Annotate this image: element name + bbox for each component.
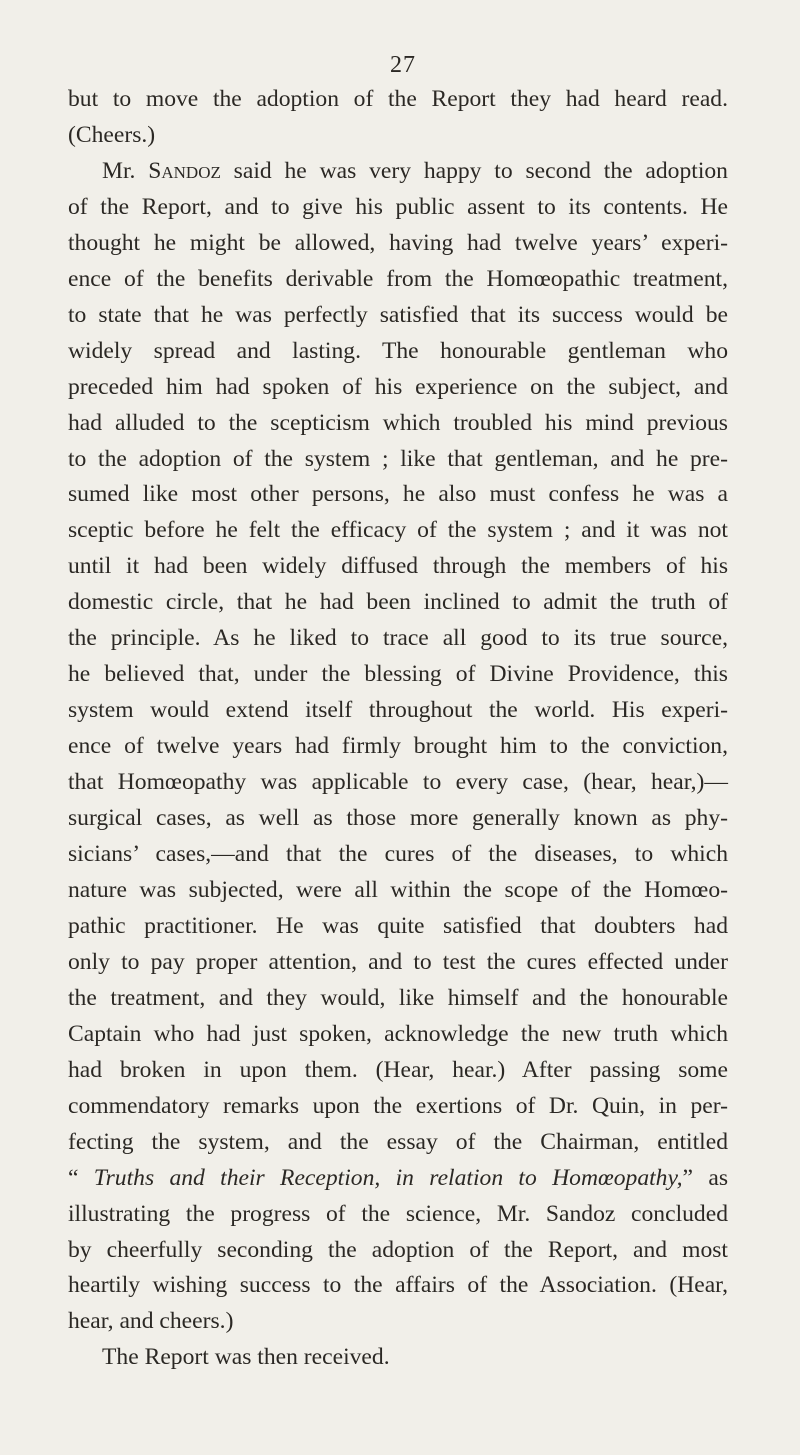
essay-title: Truths and their Reception, in relation to Homœopathy, [93, 1164, 683, 1191]
text-line: preceded him had spoken of his experience on the subject, and [68, 373, 728, 400]
speaker-title: Mr. [102, 157, 149, 184]
text-line: widely spread and lasting. The honourable gentleman who [68, 337, 728, 364]
text-line: had broken in upon them. (Hear, hear.) After passing some [68, 1056, 728, 1083]
text-run: said he was very happy to second the adoption [220, 157, 728, 184]
text-line [68, 1161, 728, 1197]
page-number: 27 [390, 52, 416, 78]
text-line: by cheerfully seconding the adoption of the Report, and most [68, 1236, 728, 1263]
text-line: only to pay proper attention, and to test the cures effected under [68, 948, 728, 975]
text-line: he believed that, under the blessing of Divine Providence, this [68, 661, 728, 688]
speaker-name: Sandoz [148, 157, 221, 184]
text-line: but to move the adoption of the Report they had heard read. [68, 86, 728, 112]
text-line: sicians’ cases,—and that the cures of the diseases, to which [68, 841, 728, 868]
text-line: the principle. As he liked to trace all good to its true source, [68, 625, 728, 652]
text-line: the treatment, and they would, like himself and the honourable [68, 984, 728, 1011]
text-line: pathic practitioner. He was quite satisfied that doubters had [68, 912, 728, 939]
text-line: to the adoption of the system ; like that gentleman, and he pre- [68, 445, 728, 472]
text-line: Captain who had just spoken, acknowledge the new truth which [68, 1020, 728, 1047]
text-line: had alluded to the scepticism which troubled his mind previous [68, 409, 728, 436]
text-line: nature was subjected, were all within the scope of the Homœo- [68, 876, 728, 903]
text-line: to state that he was perfectly satisfied that its success would be [68, 301, 728, 328]
text-run: ” as [682, 1164, 728, 1191]
text-line: system would extend itself throughout the world. His experi- [68, 697, 728, 724]
text-line: commendatory remarks upon the exertions of Dr. Quin, in per- [68, 1092, 728, 1119]
text-line: hear, and cheers.) [68, 1308, 234, 1335]
text-line: surgical cases, as well as those more generally known as phy- [68, 805, 728, 832]
text-line: illustrating the progress of the science, Mr. Sandoz concluded [68, 1200, 728, 1227]
text-line [68, 154, 728, 190]
text-line: sceptic before he felt the efficacy of the system ; and it was not [68, 517, 728, 544]
text-line: ence of the benefits derivable from the Homœopathic treatment, [68, 265, 728, 292]
text-line: heartily wishing success to the affairs of the Association. (Hear, [68, 1272, 728, 1299]
text-line: fecting the system, and the essay of the Chairman, entitled [68, 1128, 728, 1155]
text-line: sumed like most other persons, he also must confess he was a [68, 481, 728, 508]
text-line: of the Report, and to give his public assent to its contents. He [68, 193, 728, 220]
text-line: The Report was then received. [102, 1344, 390, 1371]
open-quote: “ [68, 1164, 94, 1191]
text-line: (Cheers.) [68, 121, 156, 148]
text-line: domestic circle, that he had been inclined to admit the truth of [68, 589, 728, 616]
text-line: that Homœopathy was applicable to every case, (hear, hear,)— [68, 769, 728, 796]
text-line: ence of twelve years had firmly brought him to the conviction, [68, 733, 728, 760]
text-line: thought he might be allowed, having had twelve years’ experi- [68, 229, 728, 256]
body-text [68, 82, 728, 1376]
text-line: until it had been widely diffused through the members of his [68, 553, 728, 580]
